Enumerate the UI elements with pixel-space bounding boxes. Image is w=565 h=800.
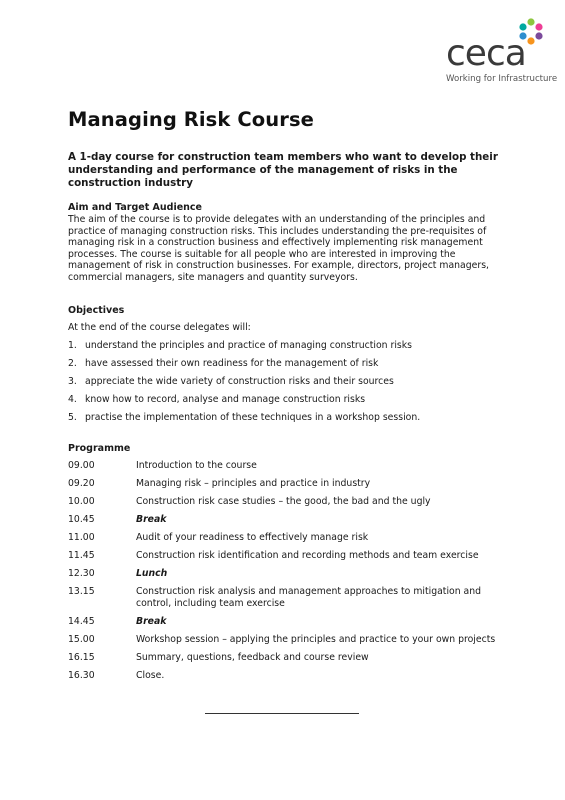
- programme-row: [68, 514, 508, 532]
- objective-text: understand the principles and practice of managing construction risks: [85, 340, 413, 351]
- page-title: Managing Risk Course: [68, 108, 314, 131]
- programme-activity: Summary, questions, feedback and course review: [136, 652, 369, 663]
- ceca-logo: [444, 18, 558, 88]
- programme-time: 11.00: [68, 532, 95, 543]
- programme-time: 09.20: [68, 478, 95, 489]
- objectives-heading: Objectives: [68, 305, 125, 316]
- programme-schedule: [68, 460, 508, 688]
- programme-row: [68, 532, 508, 550]
- objective-text: practise the implementation of these techniques in a workshop session.: [85, 412, 421, 423]
- objective-text: have assessed their own readiness for the management of risk: [85, 358, 379, 369]
- objective-item: [68, 376, 508, 394]
- programme-time: 15.00: [68, 634, 95, 645]
- programme-time: 10.00: [68, 496, 95, 507]
- programme-activity: Workshop session – applying the principles and practice to your own projects: [136, 634, 496, 645]
- objective-number: 2.: [68, 358, 77, 369]
- course-subtitle: A 1-day course for construction team members who want to develop their understanding and performance of the management of risks in the construction industry: [68, 151, 498, 189]
- objective-item: [68, 358, 508, 376]
- objective-number: 5.: [68, 412, 77, 423]
- logo-dot: [527, 18, 534, 25]
- programme-row: [68, 652, 508, 670]
- programme-row: [68, 586, 508, 616]
- programme-activity-break: Break: [136, 616, 167, 627]
- programme-time: 09.00: [68, 460, 95, 471]
- objective-item: [68, 394, 508, 412]
- logo-dot: [535, 32, 542, 39]
- programme-row: [68, 478, 508, 496]
- programme-row: [68, 460, 508, 478]
- objective-text: appreciate the wide variety of construction risks and their sources: [85, 376, 394, 387]
- programme-heading: Programme: [68, 443, 131, 454]
- programme-activity: Construction risk analysis and management approaches to mitigation and control, including team exercise: [136, 586, 482, 609]
- logo-wordmark: ceca: [446, 33, 526, 74]
- programme-activity: Construction risk case studies – the good, the bad and the ugly: [136, 496, 431, 507]
- programme-row: [68, 670, 508, 688]
- programme-row: [68, 616, 508, 634]
- programme-time: 12.30: [68, 568, 95, 579]
- programme-activity: Construction risk identification and recording methods and team exercise: [136, 550, 479, 561]
- programme-activity: Introduction to the course: [136, 460, 257, 471]
- logo-dot: [527, 37, 534, 44]
- aim-heading: Aim and Target Audience: [68, 202, 202, 213]
- logo-tagline: Working for Infrastructure: [446, 74, 558, 84]
- objective-text: know how to record, analyse and manage construction risks: [85, 394, 366, 405]
- programme-time: 11.45: [68, 550, 95, 561]
- objectives-intro: At the end of the course delegates will:: [68, 322, 251, 333]
- programme-time: 10.45: [68, 514, 95, 525]
- programme-row: [68, 568, 508, 586]
- aim-paragraph: The aim of the course is to provide delegates with an understanding of the principles and practice of managing construction risks. This includes understanding the pre-requisites of managing risk in a construction business and effectively implementing risk management processes. The course is suitable for all people who are interested in improving the management of risk in construction businesses. For example, directors, project managers, commercial managers, site managers and quantity surveyors.: [68, 214, 489, 283]
- programme-activity: Audit of your readiness to effectively manage risk: [136, 532, 369, 543]
- objective-number: 4.: [68, 394, 77, 405]
- programme-time: 16.15: [68, 652, 95, 663]
- objectives-list: [68, 340, 508, 430]
- objective-item: [68, 340, 508, 358]
- programme-time: 13.15: [68, 586, 95, 597]
- programme-time: 14.45: [68, 616, 95, 627]
- programme-time: 16.30: [68, 670, 95, 681]
- programme-activity: Close.: [136, 670, 165, 681]
- objective-number: 1.: [68, 340, 77, 351]
- objective-item: [68, 412, 508, 430]
- programme-row: [68, 496, 508, 514]
- programme-row: [68, 550, 508, 568]
- programme-activity-break: Break: [136, 514, 167, 525]
- programme-activity-lunch: Lunch: [136, 568, 168, 579]
- logo-dot: [519, 23, 526, 30]
- footer-divider: [205, 713, 359, 714]
- programme-activity: Managing risk – principles and practice in industry: [136, 478, 371, 489]
- objective-number: 3.: [68, 376, 77, 387]
- programme-row: [68, 634, 508, 652]
- logo-dot: [535, 23, 542, 30]
